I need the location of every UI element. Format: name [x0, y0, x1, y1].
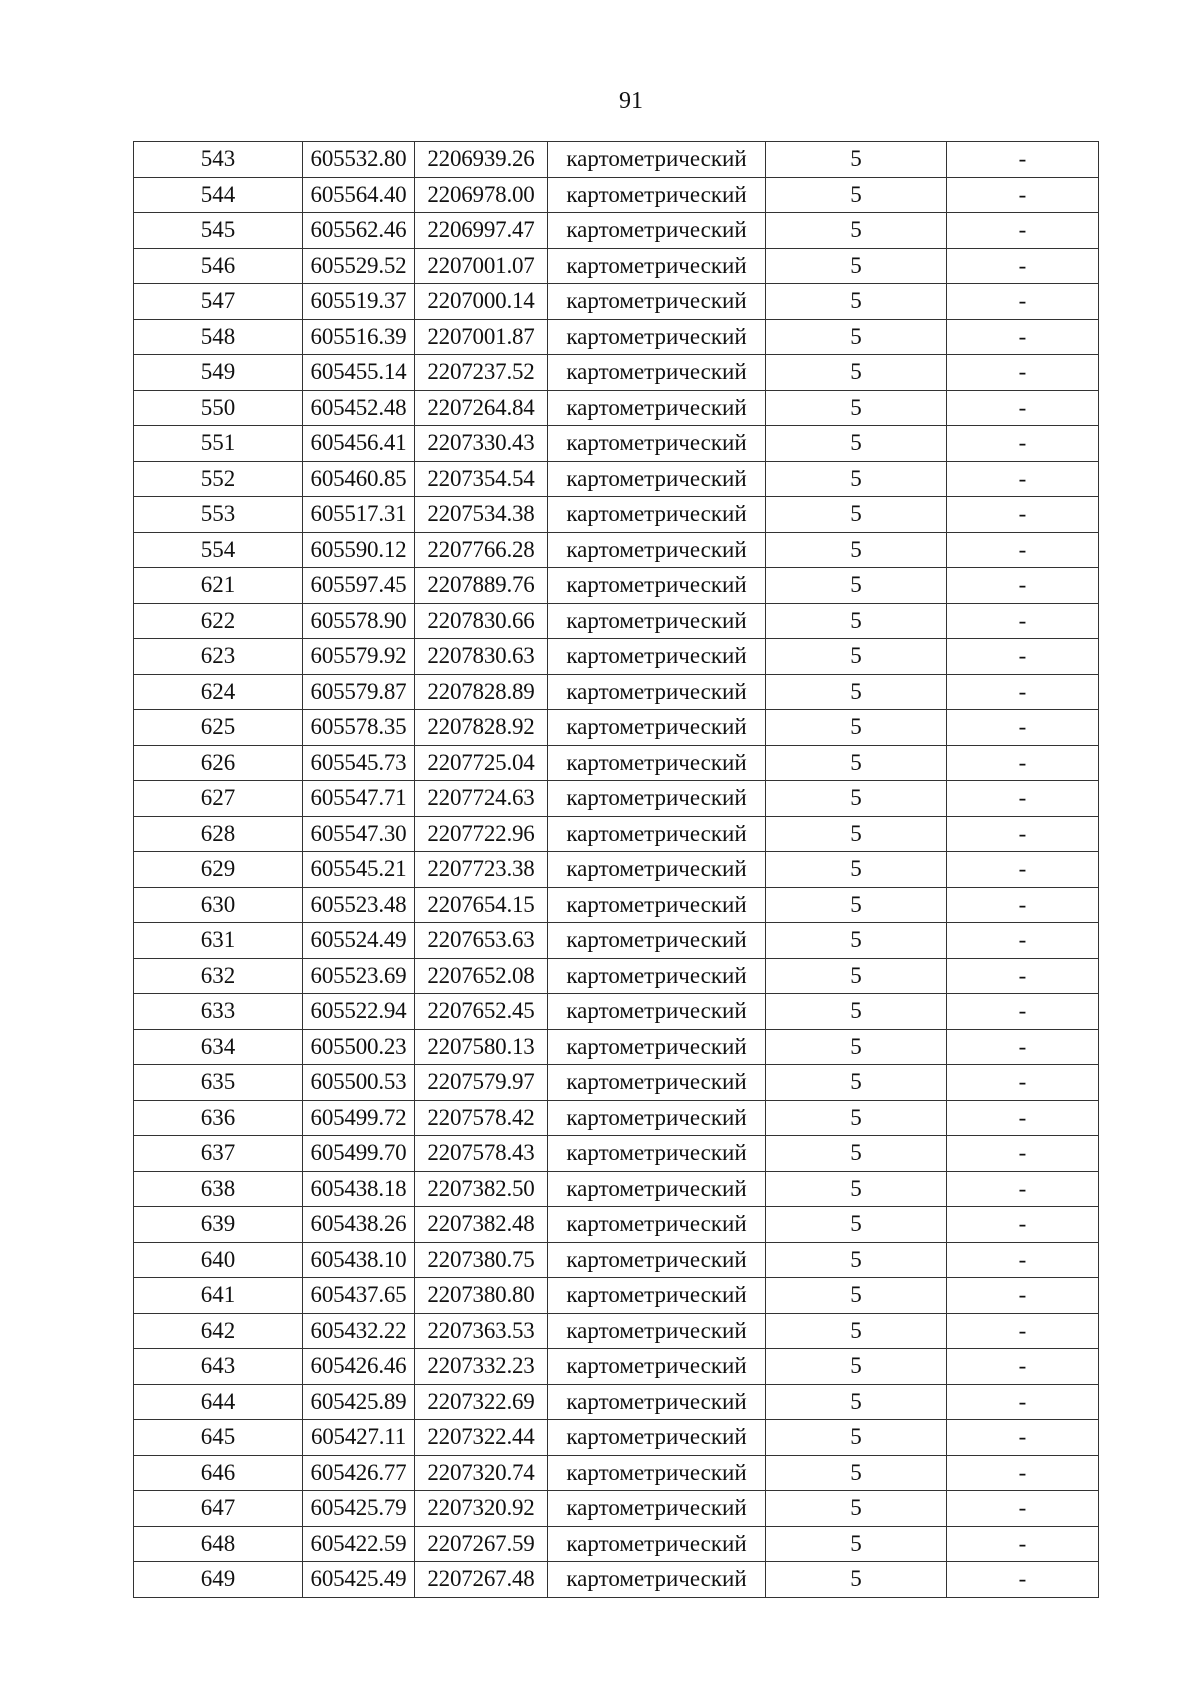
table-row — [134, 603, 1099, 639]
y-coordinate-cell: 2207237.52 — [415, 355, 548, 391]
table-row — [134, 674, 1099, 710]
point-number-cell: 548 — [134, 319, 303, 355]
method-cell: картометрический — [548, 1491, 766, 1527]
point-number-cell: 642 — [134, 1313, 303, 1349]
description-cell: - — [947, 1065, 1099, 1101]
accuracy-cell: 5 — [766, 1562, 947, 1598]
table-row — [134, 745, 1099, 781]
method-cell: картометрический — [548, 568, 766, 604]
x-coordinate-cell: 605519.37 — [303, 284, 415, 320]
y-coordinate-cell: 2207830.66 — [415, 603, 548, 639]
accuracy-cell: 5 — [766, 284, 947, 320]
x-coordinate-cell: 605532.80 — [303, 142, 415, 178]
point-number-cell: 639 — [134, 1207, 303, 1243]
y-coordinate-cell: 2207382.50 — [415, 1171, 548, 1207]
description-cell: - — [947, 1242, 1099, 1278]
y-coordinate-cell: 2207320.74 — [415, 1455, 548, 1491]
method-cell: картометрический — [548, 994, 766, 1030]
point-number-cell: 647 — [134, 1491, 303, 1527]
x-coordinate-cell: 605597.45 — [303, 568, 415, 604]
description-cell: - — [947, 1420, 1099, 1456]
x-coordinate-cell: 605547.30 — [303, 816, 415, 852]
y-coordinate-cell: 2207267.48 — [415, 1562, 548, 1598]
accuracy-cell: 5 — [766, 390, 947, 426]
point-number-cell: 633 — [134, 994, 303, 1030]
method-cell: картометрический — [548, 1562, 766, 1598]
table-row — [134, 319, 1099, 355]
coordinates-table — [133, 141, 1099, 1598]
description-cell: - — [947, 1349, 1099, 1385]
x-coordinate-cell: 605500.53 — [303, 1065, 415, 1101]
table-row — [134, 781, 1099, 817]
table-row — [134, 1313, 1099, 1349]
method-cell: картометрический — [548, 1278, 766, 1314]
method-cell: картометрический — [548, 1029, 766, 1065]
accuracy-cell: 5 — [766, 923, 947, 959]
point-number-cell: 622 — [134, 603, 303, 639]
accuracy-cell: 5 — [766, 674, 947, 710]
x-coordinate-cell: 605432.22 — [303, 1313, 415, 1349]
x-coordinate-cell: 605455.14 — [303, 355, 415, 391]
description-cell: - — [947, 568, 1099, 604]
y-coordinate-cell: 2206978.00 — [415, 177, 548, 213]
x-coordinate-cell: 605590.12 — [303, 532, 415, 568]
method-cell: картометрический — [548, 710, 766, 746]
description-cell: - — [947, 1313, 1099, 1349]
method-cell: картометрический — [548, 1100, 766, 1136]
method-cell: картометрический — [548, 887, 766, 923]
table-row — [134, 1136, 1099, 1172]
method-cell: картометрический — [548, 390, 766, 426]
description-cell: - — [947, 745, 1099, 781]
y-coordinate-cell: 2207001.07 — [415, 248, 548, 284]
y-coordinate-cell: 2207534.38 — [415, 497, 548, 533]
description-cell: - — [947, 213, 1099, 249]
description-cell: - — [947, 603, 1099, 639]
table-row — [134, 1278, 1099, 1314]
table-row — [134, 390, 1099, 426]
y-coordinate-cell: 2207354.54 — [415, 461, 548, 497]
x-coordinate-cell: 605425.89 — [303, 1384, 415, 1420]
table-row — [134, 1171, 1099, 1207]
table-row — [134, 852, 1099, 888]
point-number-cell: 553 — [134, 497, 303, 533]
method-cell: картометрический — [548, 852, 766, 888]
point-number-cell: 544 — [134, 177, 303, 213]
point-number-cell: 621 — [134, 568, 303, 604]
accuracy-cell: 5 — [766, 1171, 947, 1207]
method-cell: картометрический — [548, 355, 766, 391]
accuracy-cell: 5 — [766, 1065, 947, 1101]
description-cell: - — [947, 1455, 1099, 1491]
accuracy-cell: 5 — [766, 781, 947, 817]
point-number-cell: 649 — [134, 1562, 303, 1598]
x-coordinate-cell: 605524.49 — [303, 923, 415, 959]
description-cell: - — [947, 177, 1099, 213]
method-cell: картометрический — [548, 1242, 766, 1278]
table-row — [134, 532, 1099, 568]
point-number-cell: 545 — [134, 213, 303, 249]
point-number-cell: 627 — [134, 781, 303, 817]
description-cell: - — [947, 1278, 1099, 1314]
accuracy-cell: 5 — [766, 639, 947, 675]
description-cell: - — [947, 497, 1099, 533]
y-coordinate-cell: 2207322.44 — [415, 1420, 548, 1456]
method-cell: картометрический — [548, 1065, 766, 1101]
table-row — [134, 923, 1099, 959]
method-cell: картометрический — [548, 532, 766, 568]
method-cell: картометрический — [548, 319, 766, 355]
table-row — [134, 816, 1099, 852]
description-cell: - — [947, 816, 1099, 852]
x-coordinate-cell: 605456.41 — [303, 426, 415, 462]
point-number-cell: 543 — [134, 142, 303, 178]
table-row — [134, 887, 1099, 923]
table-row — [134, 1420, 1099, 1456]
table-row — [134, 568, 1099, 604]
table-row — [134, 497, 1099, 533]
x-coordinate-cell: 605500.23 — [303, 1029, 415, 1065]
x-coordinate-cell: 605516.39 — [303, 319, 415, 355]
y-coordinate-cell: 2207322.69 — [415, 1384, 548, 1420]
accuracy-cell: 5 — [766, 213, 947, 249]
table-row — [134, 426, 1099, 462]
table-row — [134, 1455, 1099, 1491]
x-coordinate-cell: 605564.40 — [303, 177, 415, 213]
point-number-cell: 550 — [134, 390, 303, 426]
accuracy-cell: 5 — [766, 1420, 947, 1456]
table-row — [134, 213, 1099, 249]
method-cell: картометрический — [548, 639, 766, 675]
description-cell: - — [947, 355, 1099, 391]
accuracy-cell: 5 — [766, 1242, 947, 1278]
accuracy-cell: 5 — [766, 1526, 947, 1562]
y-coordinate-cell: 2207382.48 — [415, 1207, 548, 1243]
description-cell: - — [947, 390, 1099, 426]
description-cell: - — [947, 1384, 1099, 1420]
description-cell: - — [947, 532, 1099, 568]
method-cell: картометрический — [548, 1420, 766, 1456]
y-coordinate-cell: 2207267.59 — [415, 1526, 548, 1562]
point-number-cell: 648 — [134, 1526, 303, 1562]
description-cell: - — [947, 1562, 1099, 1598]
description-cell: - — [947, 284, 1099, 320]
x-coordinate-cell: 605545.73 — [303, 745, 415, 781]
table-row — [134, 1526, 1099, 1562]
table-row — [134, 1029, 1099, 1065]
x-coordinate-cell: 605579.92 — [303, 639, 415, 675]
y-coordinate-cell: 2207330.43 — [415, 426, 548, 462]
accuracy-cell: 5 — [766, 745, 947, 781]
accuracy-cell: 5 — [766, 142, 947, 178]
description-cell: - — [947, 1029, 1099, 1065]
x-coordinate-cell: 605499.70 — [303, 1136, 415, 1172]
accuracy-cell: 5 — [766, 816, 947, 852]
y-coordinate-cell: 2207654.15 — [415, 887, 548, 923]
accuracy-cell: 5 — [766, 426, 947, 462]
description-cell: - — [947, 639, 1099, 675]
point-number-cell: 624 — [134, 674, 303, 710]
accuracy-cell: 5 — [766, 1029, 947, 1065]
description-cell: - — [947, 319, 1099, 355]
accuracy-cell: 5 — [766, 958, 947, 994]
y-coordinate-cell: 2207652.45 — [415, 994, 548, 1030]
x-coordinate-cell: 605438.18 — [303, 1171, 415, 1207]
y-coordinate-cell: 2207653.63 — [415, 923, 548, 959]
description-cell: - — [947, 1526, 1099, 1562]
accuracy-cell: 5 — [766, 461, 947, 497]
y-coordinate-cell: 2207332.23 — [415, 1349, 548, 1385]
accuracy-cell: 5 — [766, 1384, 947, 1420]
accuracy-cell: 5 — [766, 248, 947, 284]
x-coordinate-cell: 605422.59 — [303, 1526, 415, 1562]
table-row — [134, 1100, 1099, 1136]
accuracy-cell: 5 — [766, 887, 947, 923]
x-coordinate-cell: 605529.52 — [303, 248, 415, 284]
y-coordinate-cell: 2207766.28 — [415, 532, 548, 568]
x-coordinate-cell: 605579.87 — [303, 674, 415, 710]
y-coordinate-cell: 2207828.92 — [415, 710, 548, 746]
y-coordinate-cell: 2207889.76 — [415, 568, 548, 604]
x-coordinate-cell: 605545.21 — [303, 852, 415, 888]
accuracy-cell: 5 — [766, 497, 947, 533]
point-number-cell: 635 — [134, 1065, 303, 1101]
x-coordinate-cell: 605547.71 — [303, 781, 415, 817]
method-cell: картометрический — [548, 1207, 766, 1243]
method-cell: картометрический — [548, 177, 766, 213]
method-cell: картометрический — [548, 461, 766, 497]
method-cell: картометрический — [548, 1384, 766, 1420]
point-number-cell: 549 — [134, 355, 303, 391]
accuracy-cell: 5 — [766, 532, 947, 568]
point-number-cell: 646 — [134, 1455, 303, 1491]
point-number-cell: 546 — [134, 248, 303, 284]
y-coordinate-cell: 2207000.14 — [415, 284, 548, 320]
point-number-cell: 643 — [134, 1349, 303, 1385]
x-coordinate-cell: 605425.49 — [303, 1562, 415, 1598]
method-cell: картометрический — [548, 1136, 766, 1172]
x-coordinate-cell: 605517.31 — [303, 497, 415, 533]
y-coordinate-cell: 2207380.75 — [415, 1242, 548, 1278]
method-cell: картометрический — [548, 923, 766, 959]
accuracy-cell: 5 — [766, 603, 947, 639]
y-coordinate-cell: 2206939.26 — [415, 142, 548, 178]
x-coordinate-cell: 605523.48 — [303, 887, 415, 923]
method-cell: картометрический — [548, 816, 766, 852]
y-coordinate-cell: 2207363.53 — [415, 1313, 548, 1349]
y-coordinate-cell: 2207828.89 — [415, 674, 548, 710]
table-row — [134, 142, 1099, 178]
y-coordinate-cell: 2207724.63 — [415, 781, 548, 817]
description-cell: - — [947, 1207, 1099, 1243]
point-number-cell: 626 — [134, 745, 303, 781]
accuracy-cell: 5 — [766, 355, 947, 391]
table-row — [134, 461, 1099, 497]
description-cell: - — [947, 1100, 1099, 1136]
description-cell: - — [947, 781, 1099, 817]
point-number-cell: 547 — [134, 284, 303, 320]
description-cell: - — [947, 958, 1099, 994]
method-cell: картометрический — [548, 603, 766, 639]
table-body — [134, 142, 1099, 1598]
method-cell: картометрический — [548, 248, 766, 284]
description-cell: - — [947, 887, 1099, 923]
x-coordinate-cell: 605427.11 — [303, 1420, 415, 1456]
accuracy-cell: 5 — [766, 1207, 947, 1243]
accuracy-cell: 5 — [766, 1100, 947, 1136]
description-cell: - — [947, 248, 1099, 284]
table-row — [134, 1065, 1099, 1101]
x-coordinate-cell: 605522.94 — [303, 994, 415, 1030]
point-number-cell: 551 — [134, 426, 303, 462]
x-coordinate-cell: 605438.10 — [303, 1242, 415, 1278]
point-number-cell: 634 — [134, 1029, 303, 1065]
y-coordinate-cell: 2207578.42 — [415, 1100, 548, 1136]
method-cell: картометрический — [548, 497, 766, 533]
y-coordinate-cell: 2207264.84 — [415, 390, 548, 426]
accuracy-cell: 5 — [766, 710, 947, 746]
point-number-cell: 625 — [134, 710, 303, 746]
accuracy-cell: 5 — [766, 1349, 947, 1385]
point-number-cell: 554 — [134, 532, 303, 568]
method-cell: картометрический — [548, 1171, 766, 1207]
y-coordinate-cell: 2207001.87 — [415, 319, 548, 355]
method-cell: картометрический — [548, 426, 766, 462]
point-number-cell: 552 — [134, 461, 303, 497]
point-number-cell: 629 — [134, 852, 303, 888]
accuracy-cell: 5 — [766, 994, 947, 1030]
point-number-cell: 630 — [134, 887, 303, 923]
description-cell: - — [947, 852, 1099, 888]
point-number-cell: 637 — [134, 1136, 303, 1172]
accuracy-cell: 5 — [766, 177, 947, 213]
description-cell: - — [947, 1136, 1099, 1172]
method-cell: картометрический — [548, 781, 766, 817]
method-cell: картометрический — [548, 674, 766, 710]
y-coordinate-cell: 2207580.13 — [415, 1029, 548, 1065]
y-coordinate-cell: 2207320.92 — [415, 1491, 548, 1527]
description-cell: - — [947, 142, 1099, 178]
point-number-cell: 640 — [134, 1242, 303, 1278]
method-cell: картометрический — [548, 1349, 766, 1385]
table-row — [134, 177, 1099, 213]
method-cell: картометрический — [548, 745, 766, 781]
x-coordinate-cell: 605452.48 — [303, 390, 415, 426]
page-number: 91 — [619, 88, 643, 114]
accuracy-cell: 5 — [766, 852, 947, 888]
x-coordinate-cell: 605425.79 — [303, 1491, 415, 1527]
description-cell: - — [947, 710, 1099, 746]
method-cell: картометрический — [548, 1526, 766, 1562]
accuracy-cell: 5 — [766, 1455, 947, 1491]
table-row — [134, 994, 1099, 1030]
x-coordinate-cell: 605499.72 — [303, 1100, 415, 1136]
description-cell: - — [947, 674, 1099, 710]
table-row — [134, 958, 1099, 994]
description-cell: - — [947, 1171, 1099, 1207]
point-number-cell: 631 — [134, 923, 303, 959]
table-row — [134, 1207, 1099, 1243]
x-coordinate-cell: 605562.46 — [303, 213, 415, 249]
y-coordinate-cell: 2207380.80 — [415, 1278, 548, 1314]
point-number-cell: 623 — [134, 639, 303, 675]
description-cell: - — [947, 923, 1099, 959]
description-cell: - — [947, 461, 1099, 497]
y-coordinate-cell: 2207722.96 — [415, 816, 548, 852]
accuracy-cell: 5 — [766, 319, 947, 355]
accuracy-cell: 5 — [766, 1278, 947, 1314]
y-coordinate-cell: 2207723.38 — [415, 852, 548, 888]
x-coordinate-cell: 605460.85 — [303, 461, 415, 497]
y-coordinate-cell: 2207578.43 — [415, 1136, 548, 1172]
description-cell: - — [947, 1491, 1099, 1527]
x-coordinate-cell: 605523.69 — [303, 958, 415, 994]
x-coordinate-cell: 605426.46 — [303, 1349, 415, 1385]
accuracy-cell: 5 — [766, 1136, 947, 1172]
accuracy-cell: 5 — [766, 568, 947, 604]
table-row — [134, 1384, 1099, 1420]
y-coordinate-cell: 2207725.04 — [415, 745, 548, 781]
y-coordinate-cell: 2207830.63 — [415, 639, 548, 675]
method-cell: картометрический — [548, 958, 766, 994]
table-row — [134, 710, 1099, 746]
x-coordinate-cell: 605578.35 — [303, 710, 415, 746]
method-cell: картометрический — [548, 142, 766, 178]
y-coordinate-cell: 2207579.97 — [415, 1065, 548, 1101]
x-coordinate-cell: 605437.65 — [303, 1278, 415, 1314]
method-cell: картометрический — [548, 1455, 766, 1491]
point-number-cell: 636 — [134, 1100, 303, 1136]
table-row — [134, 1491, 1099, 1527]
y-coordinate-cell: 2206997.47 — [415, 213, 548, 249]
point-number-cell: 638 — [134, 1171, 303, 1207]
point-number-cell: 641 — [134, 1278, 303, 1314]
accuracy-cell: 5 — [766, 1313, 947, 1349]
x-coordinate-cell: 605426.77 — [303, 1455, 415, 1491]
method-cell: картометрический — [548, 284, 766, 320]
method-cell: картометрический — [548, 213, 766, 249]
accuracy-cell: 5 — [766, 1491, 947, 1527]
point-number-cell: 632 — [134, 958, 303, 994]
description-cell: - — [947, 426, 1099, 462]
table-row — [134, 1349, 1099, 1385]
point-number-cell: 645 — [134, 1420, 303, 1456]
x-coordinate-cell: 605438.26 — [303, 1207, 415, 1243]
table-row — [134, 1562, 1099, 1598]
table-row — [134, 355, 1099, 391]
method-cell: картометрический — [548, 1313, 766, 1349]
table-row — [134, 248, 1099, 284]
table-row — [134, 639, 1099, 675]
table-row — [134, 284, 1099, 320]
point-number-cell: 628 — [134, 816, 303, 852]
x-coordinate-cell: 605578.90 — [303, 603, 415, 639]
y-coordinate-cell: 2207652.08 — [415, 958, 548, 994]
point-number-cell: 644 — [134, 1384, 303, 1420]
description-cell: - — [947, 994, 1099, 1030]
table-row — [134, 1242, 1099, 1278]
